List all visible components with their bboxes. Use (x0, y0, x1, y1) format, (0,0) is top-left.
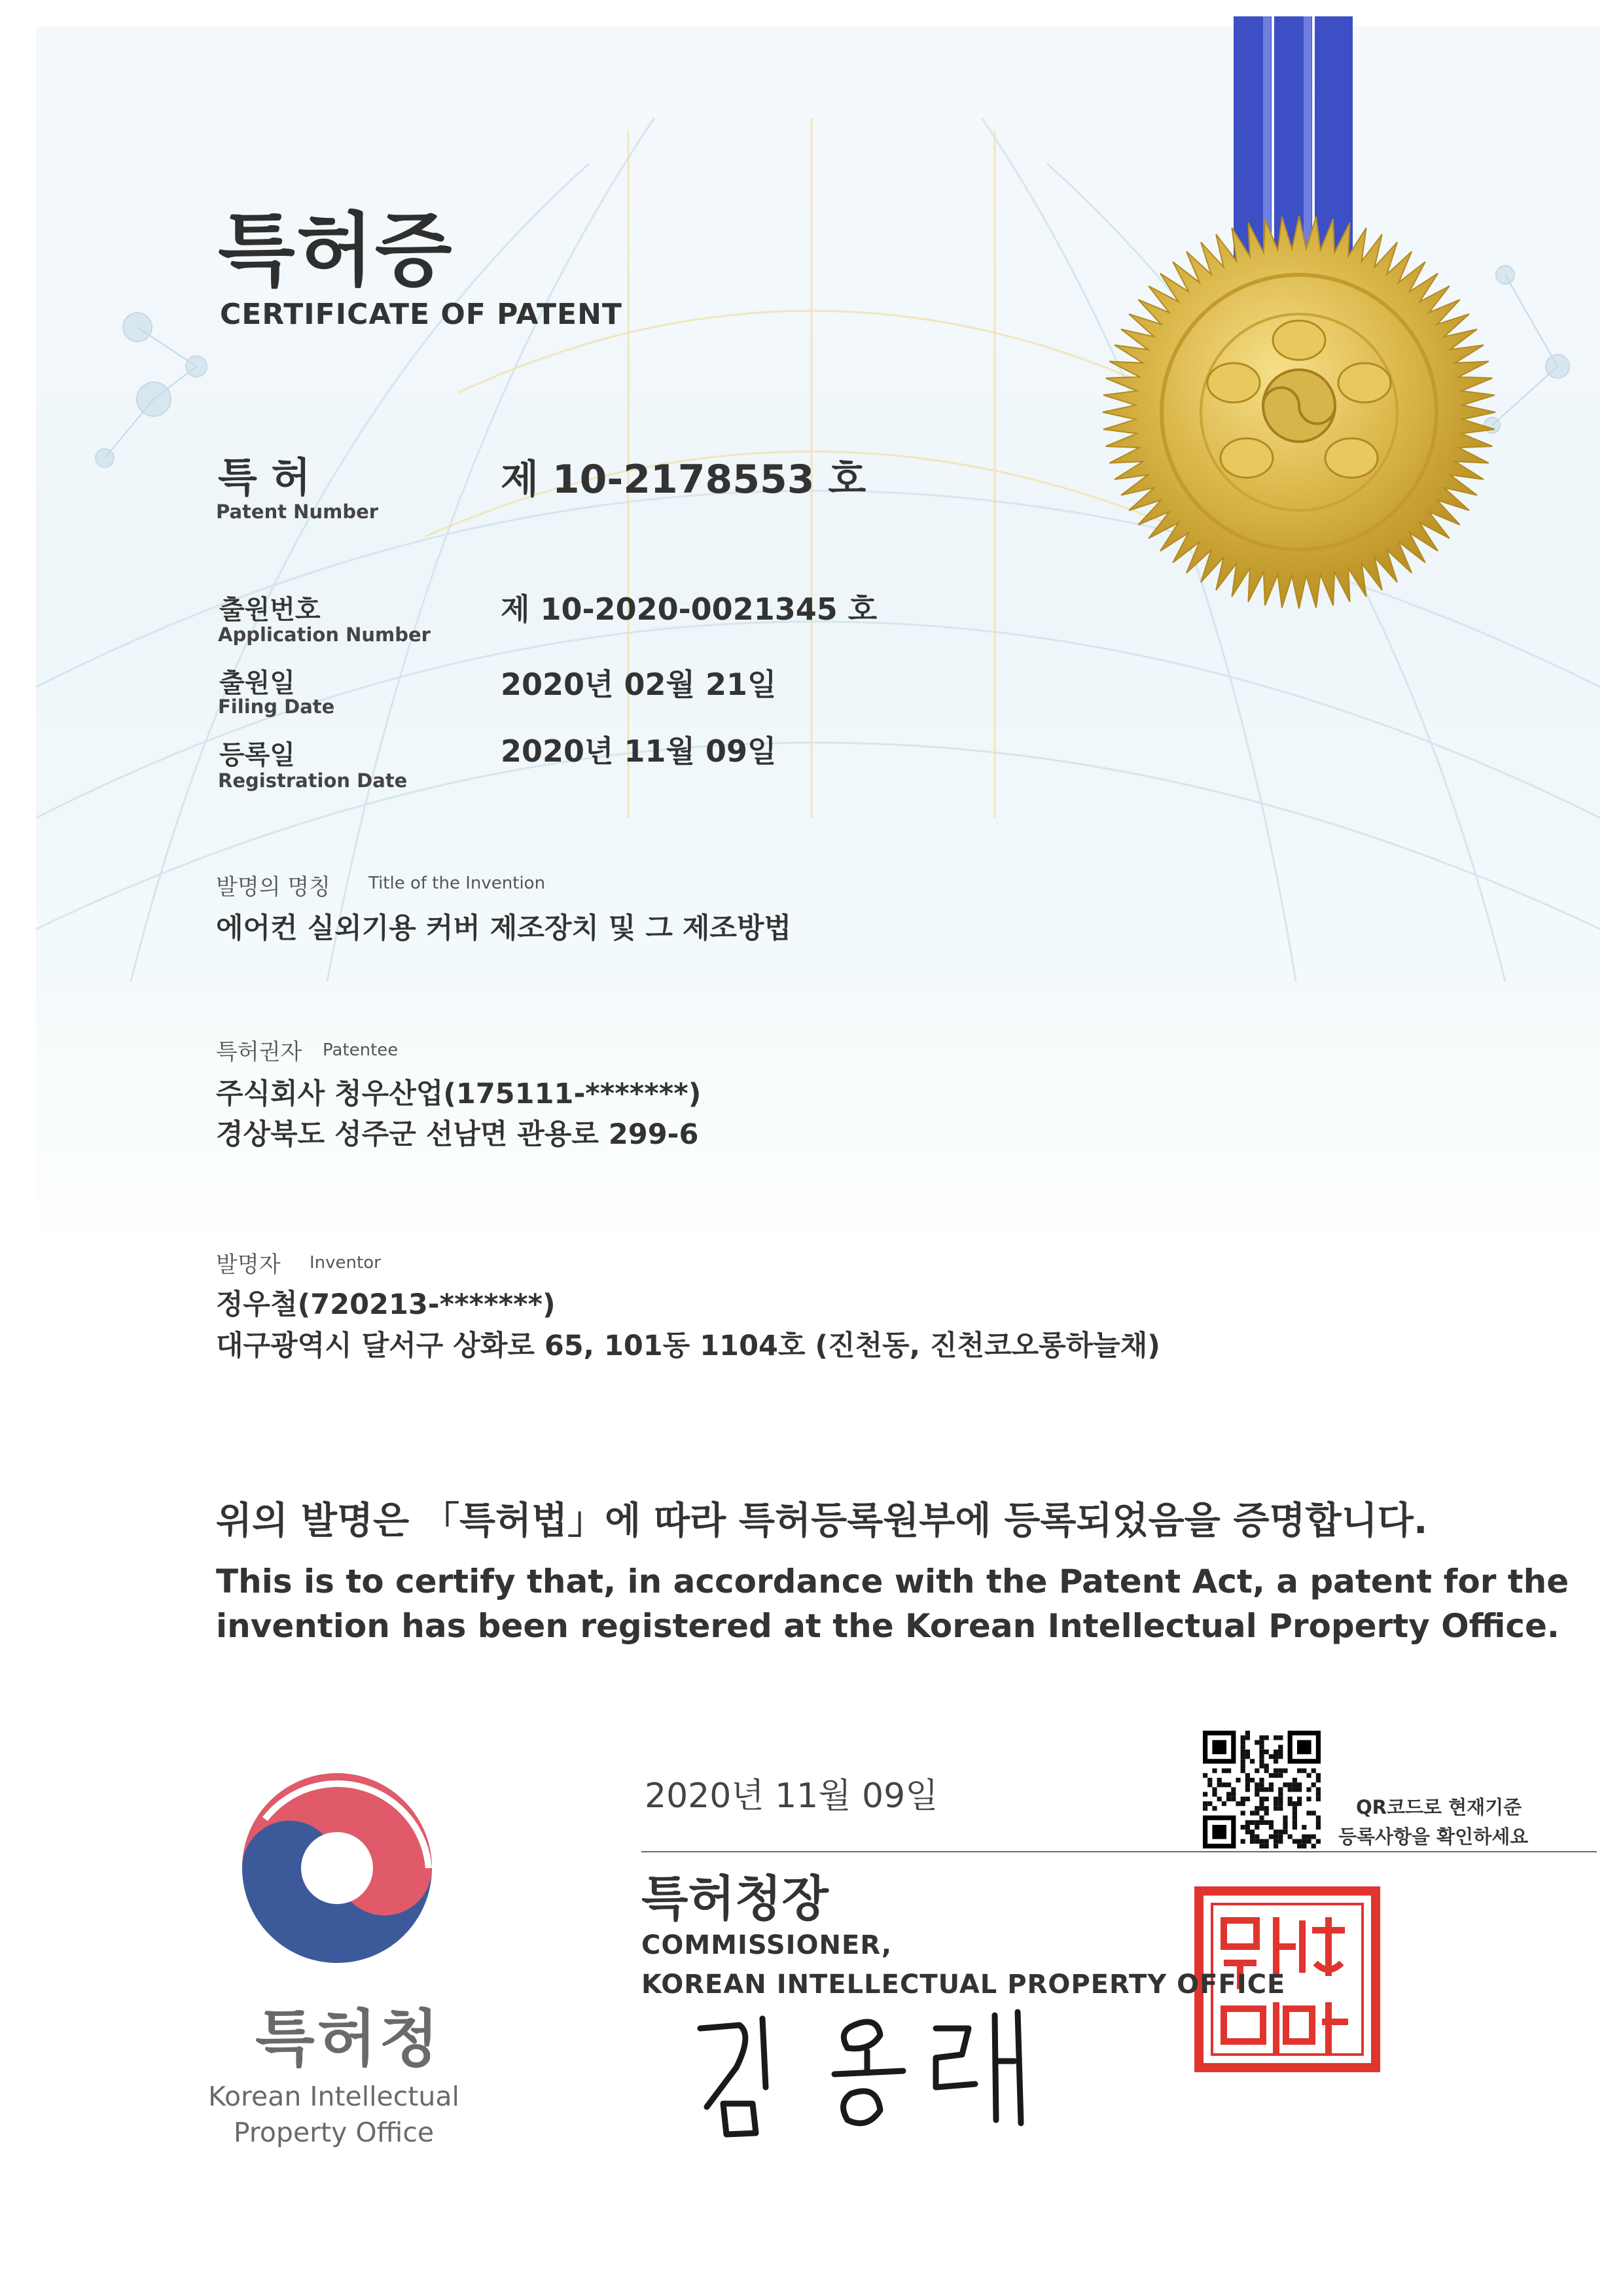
registration-date-label-ko: 등록일 (219, 740, 295, 770)
certificate-title-en: CERTIFICATE OF PATENT (220, 298, 622, 331)
certification-statement-en-line1: This is to certify that, in accordance with the Patent Act, a patent for the (216, 1563, 1569, 1600)
invention-label-ko: 발명의 명칭 (216, 874, 331, 900)
application-number-label-ko: 출원번호 (219, 595, 321, 625)
registration-date-value: 2020년 11월 09일 (501, 733, 777, 769)
certificate-title-ko: 특허증 (218, 204, 454, 297)
patentee-label-en: Patentee (323, 1040, 399, 1060)
patentee-name: 주식회사 청우산업(175111-*******) (216, 1078, 702, 1110)
commissioner-title-en-line2: KOREAN INTELLECTUAL PROPERTY OFFICE (641, 1969, 1286, 2000)
registration-date-label-en: Registration Date (218, 769, 408, 792)
qr-caption-line1: QR코드로 현재기준 (1356, 1796, 1522, 1818)
filing-date-label-ko: 출원일 (219, 668, 295, 698)
patent-number-value: 제 10-2178553 호 (501, 457, 866, 503)
application-number-label-en: Application Number (218, 624, 431, 646)
inventor-name: 정우철(720213-*******) (216, 1288, 556, 1321)
filing-date-label-en: Filing Date (218, 696, 335, 718)
certification-statement-ko: 위의 발명은 「특허법」에 따라 특허등록원부에 등록되었음을 증명합니다. (216, 1499, 1428, 1542)
inventor-label-en: Inventor (310, 1253, 381, 1273)
inventor-address: 대구광역시 달서구 상화로 65, 101동 1104호 (진천동, 진천코오롱하늘채) (216, 1330, 1160, 1362)
patentee-label-ko: 특허권자 (216, 1039, 302, 1065)
invention-title: 에어컨 실외기용 커버 제조장치 및 그 제조방법 (216, 912, 792, 945)
certification-statement-en-line2: invention has been registered at the Korean Intellectual Property Office. (216, 1607, 1560, 1645)
qr-code-icon (1203, 1731, 1321, 1848)
inventor-label-ko: 발명자 (216, 1252, 281, 1278)
filing-date-value: 2020년 02월 21일 (501, 667, 777, 702)
office-name-en-line1: Korean Intellectual (208, 2081, 459, 2112)
commissioner-title-en-line1: COMMISSIONER, (641, 1930, 893, 1960)
patentee-address: 경상북도 성주군 선남면 관용로 299-6 (216, 1118, 699, 1151)
patent-number-label-ko: 특 허 (218, 453, 311, 501)
office-name-ko: 특허청 (255, 2004, 442, 2075)
qr-caption-line2: 등록사항을 확인하세요 (1338, 1826, 1529, 1848)
kipo-logo-icon (242, 1773, 432, 1963)
invention-label-en: Title of the Invention (368, 874, 546, 893)
patent-number-label-en: Patent Number (216, 501, 379, 523)
office-name-en-line2: Property Office (233, 2117, 435, 2148)
issue-date: 2020년 11월 09일 (645, 1776, 938, 1816)
gold-seal-icon (1103, 216, 1495, 609)
commissioner-title-ko: 특허청장 (641, 1871, 829, 1927)
application-number-value: 제 10-2020-0021345 호 (501, 592, 878, 627)
